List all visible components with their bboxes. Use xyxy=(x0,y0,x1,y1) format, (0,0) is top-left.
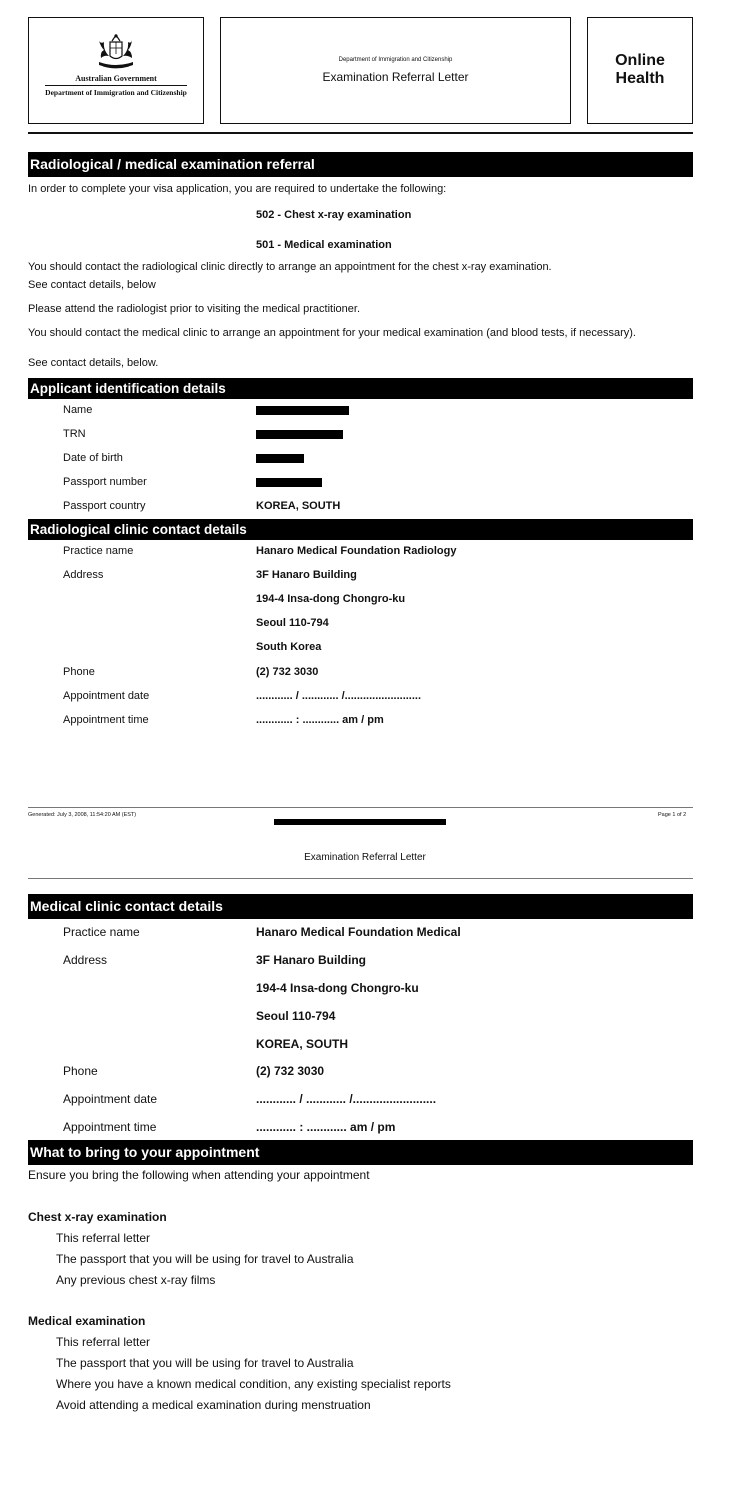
applicant-name-label: Name xyxy=(63,404,93,416)
section-header-referral: Radiological / medical examination referral xyxy=(28,152,693,177)
online-health-label xyxy=(588,52,692,88)
list-item: This referral letter xyxy=(56,1335,151,1349)
radiology-phone-value: (2) 732 3030 xyxy=(256,666,319,678)
medical-practice-label: Practice name xyxy=(63,925,140,939)
medical-date-field[interactable]: ............ / ............ /......................... xyxy=(256,1092,437,1106)
radiology-date-label: Appointment date xyxy=(63,690,150,702)
list-item: Avoid attending a medical examination during menstruation xyxy=(56,1398,371,1412)
medical-items-heading: Medical examination xyxy=(28,1314,146,1328)
bring-intro: Ensure you bring the following when attending your appointment xyxy=(28,1168,370,1182)
department-small-label: Department of Immigration and Citizenship xyxy=(338,57,453,63)
redacted-dob xyxy=(256,454,304,463)
applicant-dob-label: Date of birth xyxy=(63,452,123,464)
radiology-address-line: 3F Hanaro Building xyxy=(256,569,357,581)
radiology-practice-label: Practice name xyxy=(63,545,134,557)
referral-paragraph-4: You should contact the medical clinic to arrange an appointment for your medical examination (and blood tests, if necessary). xyxy=(28,327,636,339)
document-title: Examination Referral Letter xyxy=(322,70,469,84)
list-item: The passport that you will be using for travel to Australia xyxy=(56,1356,354,1370)
list-item: This referral letter xyxy=(56,1231,151,1245)
radiology-time-field[interactable]: ............ : ............ am / pm xyxy=(256,714,384,726)
online-health-line-1: Online xyxy=(615,52,665,69)
radiology-address-line: 194-4 Insa-dong Chongro-ku xyxy=(256,593,406,605)
page-2-divider xyxy=(28,878,693,879)
page-2-title: Examination Referral Letter xyxy=(304,852,426,863)
coat-of-arms-icon xyxy=(93,32,139,72)
government-logo-box xyxy=(28,17,204,124)
section-header-radiology: Radiological clinic contact details xyxy=(28,519,693,540)
radiology-practice-value: Hanaro Medical Foundation Radiology xyxy=(256,545,457,557)
header-divider xyxy=(28,132,693,134)
redacted-trn xyxy=(256,430,343,439)
medical-address-line: 3F Hanaro Building xyxy=(256,953,367,967)
page-number: Page 1 of 2 xyxy=(658,812,687,818)
radiology-address-label: Address xyxy=(63,569,104,581)
referral-paragraph-2: See contact details, below xyxy=(28,279,156,291)
section-header-medical: Medical clinic contact details xyxy=(28,894,693,919)
list-item: Any previous chest x-ray films xyxy=(56,1273,216,1287)
medical-address-line: Seoul 110-794 xyxy=(256,1009,336,1023)
medical-phone-value: (2) 732 3030 xyxy=(256,1064,325,1078)
referral-paragraph-3: Please attend the radiologist prior to visiting the medical practitioner. xyxy=(28,303,361,315)
exam-501: 501 - Medical examination xyxy=(256,239,392,251)
applicant-country-label: Passport country xyxy=(63,500,146,512)
referral-paragraph-1: You should contact the radiological clinic directly to arrange an appointment for the chest x-ray examination. xyxy=(28,261,552,273)
xray-items-heading: Chest x-ray examination xyxy=(28,1210,167,1224)
online-health-line-2: Health xyxy=(615,70,665,87)
footer-divider xyxy=(28,807,693,808)
medical-time-label: Appointment time xyxy=(63,1120,157,1134)
radiology-address-line: Seoul 110-794 xyxy=(256,617,329,629)
medical-time-field[interactable]: ............ : ............ am / pm xyxy=(256,1120,396,1134)
list-item: The passport that you will be using for travel to Australia xyxy=(56,1252,354,1266)
redacted-footer xyxy=(274,819,446,825)
applicant-country-value: KOREA, SOUTH xyxy=(256,500,341,512)
medical-address-line: KOREA, SOUTH xyxy=(256,1037,349,1051)
government-name: Australian Government xyxy=(75,74,157,83)
online-health-box xyxy=(587,17,693,124)
medical-date-label: Appointment date xyxy=(63,1092,158,1106)
redacted-name xyxy=(256,406,349,415)
medical-practice-value: Hanaro Medical Foundation Medical xyxy=(256,925,461,939)
medical-address-line: 194-4 Insa-dong Chongro-ku xyxy=(256,981,419,995)
exam-502: 502 - Chest x-ray examination xyxy=(256,209,412,221)
document-title-box xyxy=(220,17,571,124)
radiology-time-label: Appointment time xyxy=(63,714,149,726)
section-header-bring: What to bring to your appointment xyxy=(28,1140,693,1165)
medical-phone-label: Phone xyxy=(63,1064,98,1078)
logo-divider xyxy=(45,85,187,86)
medical-address-label: Address xyxy=(63,953,108,967)
referral-paragraph-5: See contact details, below. xyxy=(28,357,159,369)
redacted-passport xyxy=(256,478,322,487)
applicant-trn-label: TRN xyxy=(63,428,86,440)
applicant-passport-label: Passport number xyxy=(63,476,147,488)
list-item: Where you have a known medical condition, any existing specialist reports xyxy=(56,1377,451,1391)
referral-intro: In order to complete your visa application, you are required to undertake the following: xyxy=(28,183,447,195)
section-header-applicant: Applicant identification details xyxy=(28,378,693,399)
department-name: Department of Immigration and Citizenship xyxy=(45,88,187,97)
radiology-address-line: South Korea xyxy=(256,641,322,653)
radiology-phone-label: Phone xyxy=(63,666,95,678)
generated-timestamp: Generated: July 3, 2008, 11:54:20 AM (EST) xyxy=(28,812,137,818)
radiology-date-field[interactable]: ............ / ............ /......................... xyxy=(256,690,422,702)
